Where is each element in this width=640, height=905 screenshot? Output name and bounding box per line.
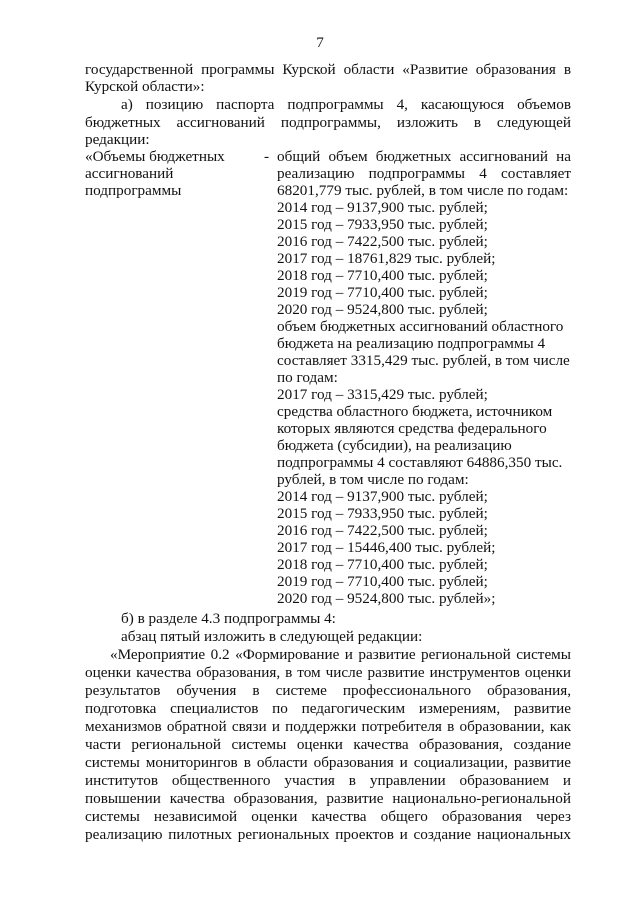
dash-separator: -: [264, 148, 270, 165]
text-line: системы независимой оценки качества общего образования через: [85, 808, 571, 825]
value-line: 68201,779 тыс. рублей, в том числе по годам:: [277, 182, 569, 199]
text-line: б) в разделе 4.3 подпрограммы 4:: [121, 610, 336, 627]
text-line: реализацию пилотных региональных проектов и создание национальных: [85, 826, 571, 843]
page-number: 7: [316, 34, 324, 51]
value-line: 2016 год – 7422,500 тыс. рублей;: [277, 522, 488, 539]
text-line: Курской области»:: [85, 78, 205, 95]
value-line: 2015 год – 7933,950 тыс. рублей;: [277, 505, 488, 522]
text-line: редакции:: [85, 131, 150, 148]
text-line: части региональной системы оценки качества образования, создание: [85, 736, 571, 753]
text-line: системы мониторингов в области образования и социализации, развитие: [85, 754, 571, 771]
label-line: ассигнований: [85, 165, 174, 182]
value-line: 2017 год – 3315,429 тыс. рублей;: [277, 386, 488, 403]
value-line: составляет 3315,429 тыс. рублей, в том числе: [277, 352, 570, 369]
value-line: общий объем бюджетных ассигнований на: [277, 148, 571, 165]
label-line: «Объемы бюджетных: [85, 148, 225, 165]
value-line: объем бюджетных ассигнований областного: [277, 318, 564, 335]
value-line: 2014 год – 9137,900 тыс. рублей;: [277, 199, 488, 216]
value-line: реализацию подпрограммы 4 составляет: [277, 165, 571, 182]
text-line: подготовка специалистов по педагогическим измерениям, развитие: [85, 700, 571, 717]
value-line: 2014 год – 9137,900 тыс. рублей;: [277, 488, 488, 505]
value-line: средства областного бюджета, источником: [277, 403, 553, 420]
text-line: повышении качества образования, развитие национально-региональной: [85, 790, 571, 807]
value-line: 2017 год – 18761,829 тыс. рублей;: [277, 250, 496, 267]
value-line: 2019 год – 7710,400 тыс. рублей;: [277, 284, 488, 301]
value-line: 2020 год – 9524,800 тыс. рублей»;: [277, 590, 496, 607]
text-line: институтов общественного участия в управлении образованием и: [85, 772, 571, 789]
text-line: государственной программы Курской области «Развитие образования в: [85, 61, 571, 78]
value-line: бюджета (субсидии), на реализацию: [277, 437, 512, 454]
value-line: рублей, в том числе по годам:: [277, 471, 469, 488]
value-line: подпрограммы 4 составляют 64886,350 тыс.: [277, 454, 563, 471]
value-line: 2015 год – 7933,950 тыс. рублей;: [277, 216, 488, 233]
value-line: бюджета на реализацию подпрограммы 4: [277, 335, 546, 352]
text-line: механизмов обратной связи и поддержки потребителя в образовании, как: [85, 718, 571, 735]
value-line: которых являются средства федерального: [277, 420, 547, 437]
text-line: результатов обучения в системе профессионального образования,: [85, 682, 571, 699]
text-line: а) позицию паспорта подпрограммы 4, касающуюся объемов: [121, 96, 571, 113]
value-line: 2017 год – 15446,400 тыс. рублей;: [277, 539, 496, 556]
text-line: оценки качества образования, в том числе развитие инструментов оценки: [85, 664, 571, 681]
text-line: бюджетных ассигнований подпрограммы, изложить в следующей: [85, 114, 571, 131]
text-line: абзац пятый изложить в следующей редакции:: [121, 628, 423, 645]
value-line: 2018 год – 7710,400 тыс. рублей;: [277, 556, 488, 573]
value-line: 2018 год – 7710,400 тыс. рублей;: [277, 267, 488, 284]
value-line: 2019 год – 7710,400 тыс. рублей;: [277, 573, 488, 590]
value-line: по годам:: [277, 369, 338, 386]
label-line: подпрограммы: [85, 182, 182, 199]
value-line: 2020 год – 9524,800 тыс. рублей;: [277, 301, 488, 318]
value-line: 2016 год – 7422,500 тыс. рублей;: [277, 233, 488, 250]
text-line: «Мероприятие 0.2 «Формирование и развитие региональной системы: [110, 646, 571, 663]
